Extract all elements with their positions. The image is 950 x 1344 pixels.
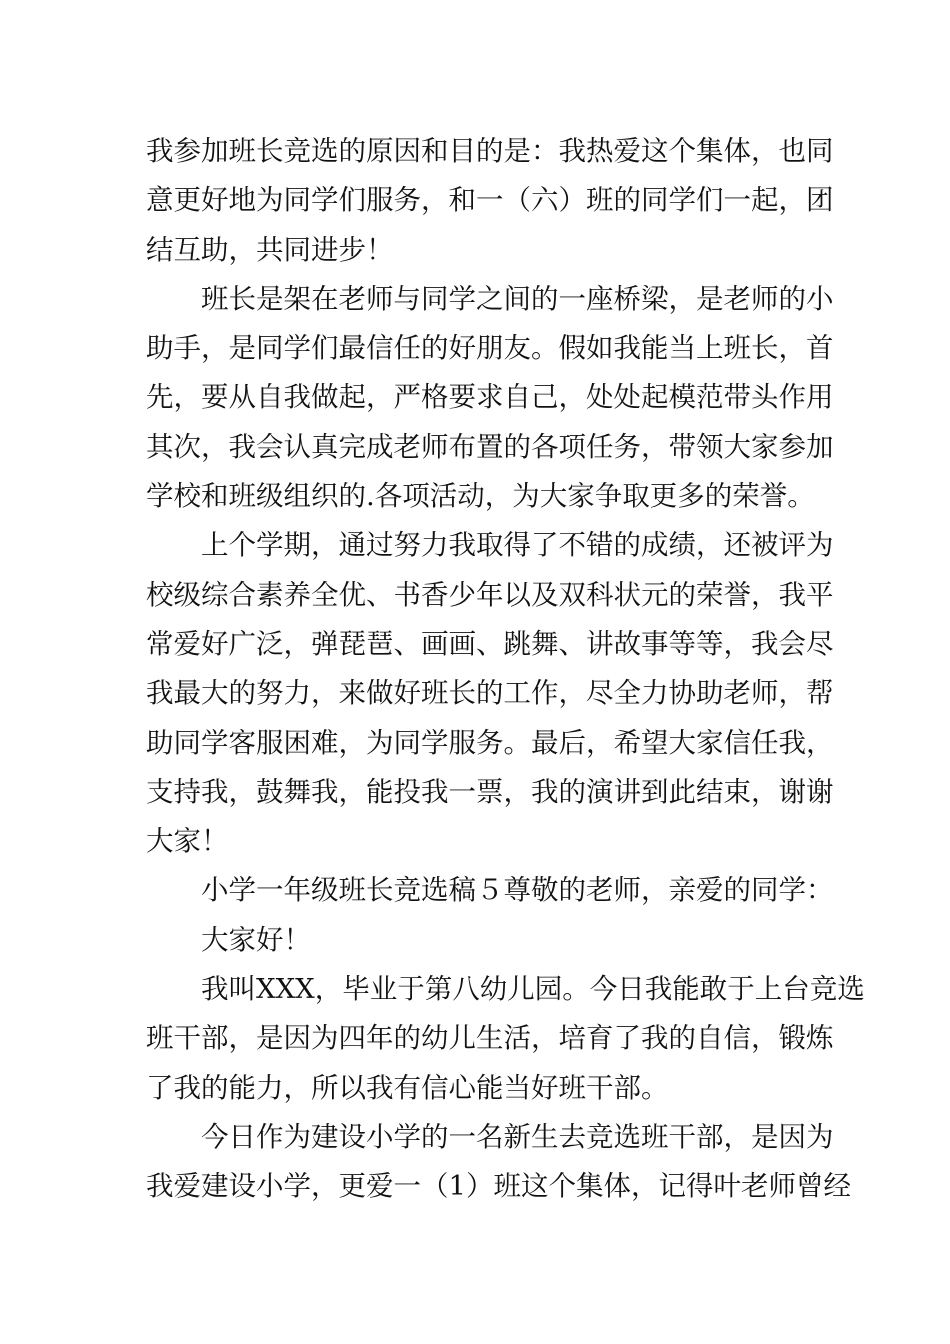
text-line: 结互助，共同进步！ — [146, 233, 394, 266]
section-heading-line: 小学一年级班长竞选稿５尊敬的老师，亲爱的同学： — [201, 874, 834, 907]
text-line: 学校和班级组织的.各项活动，为大家争取更多的荣誉。 — [146, 480, 815, 513]
text-line: 我叫XXX，毕业于第八幼儿园。今日我能敢于上台竞选 — [201, 973, 865, 1006]
text-line: 大家！ — [146, 825, 229, 858]
text-line: 我参加班长竞选的原因和目的是：我热爱这个集体，也同 — [146, 135, 834, 167]
text-line: 上个学期，通过努力我取得了不错的成绩，还被评为 — [201, 529, 834, 562]
paragraph-4 — [146, 866, 834, 915]
paragraph-6 — [146, 965, 865, 1113]
paragraph-5 — [146, 916, 812, 965]
text-line: 意更好地为同学们服务，和一（六）班的同学们一起，团 — [146, 184, 834, 217]
paragraph-2 — [146, 275, 834, 521]
paragraph-7 — [146, 1113, 851, 1212]
text-line: 助手，是同学们最信任的好朋友。假如我能当上班长，首 — [146, 332, 834, 365]
text-line: 助同学客服困难，为同学服务。最后，希望大家信任我， — [146, 726, 834, 759]
text-line: 我最大的努力，来做好班长的工作，尽全力协助老师，帮 — [146, 677, 834, 710]
text-line: 班干部，是因为四年的幼儿生活，培育了我的自信，锻炼 — [146, 1022, 834, 1055]
document-body — [146, 127, 865, 1212]
text-line: 常爱好广泛，弹琵琶、画画、跳舞、讲故事等等，我会尽 — [146, 627, 834, 660]
paragraph-3 — [146, 521, 834, 866]
text-line: 校级综合素养全优、书香少年以及双科状元的荣誉，我平 — [146, 578, 834, 611]
text-line: 支持我，鼓舞我，能投我一票，我的演讲到此结束，谢谢 — [146, 775, 834, 808]
text-line: 了我的能力，所以我有信心能当好班干部。 — [146, 1071, 669, 1104]
text-line: 我爱建设小学，更爱一（1）班这个集体，记得叶老师曾经 — [146, 1170, 851, 1203]
text-line: 先，要从自我做起，严格要求自己，处处起模范带头作用 — [146, 381, 834, 414]
text-line: 今日作为建设小学的一名新生去竞选班干部，是因为 — [201, 1120, 834, 1153]
greeting-line: 大家好！ — [201, 923, 311, 956]
paragraph-1 — [146, 127, 834, 275]
text-line: 其次，我会认真完成老师布置的各项任务，带领大家参加 — [146, 430, 834, 463]
text-line: 班长是架在老师与同学之间的一座桥梁，是老师的小 — [201, 282, 834, 315]
